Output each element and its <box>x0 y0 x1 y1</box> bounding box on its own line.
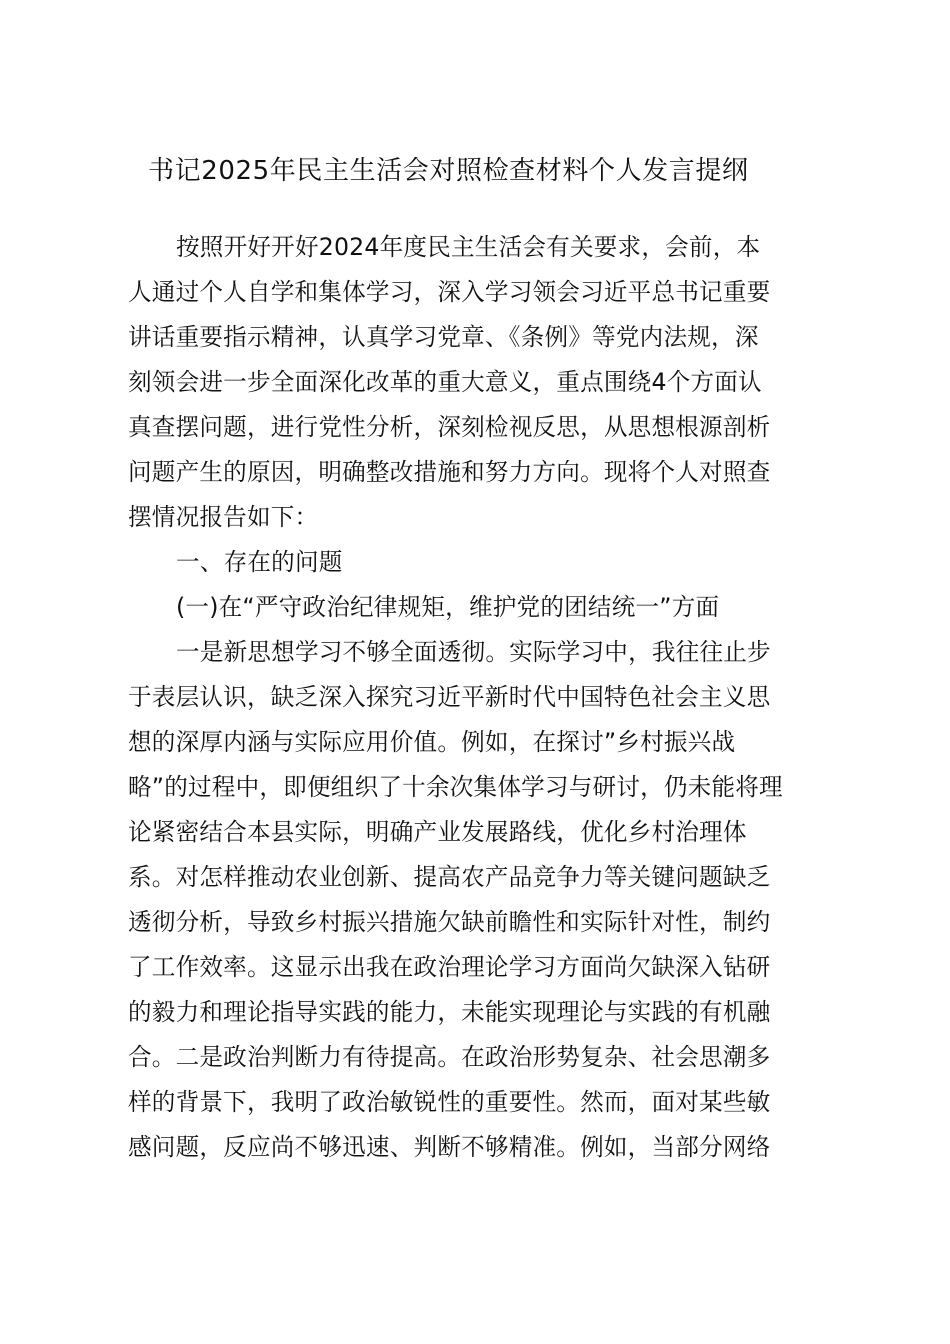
body-line-14: 论紧密结合本县实际，明确产业发展路线，优化乡村治理体 <box>128 818 747 846</box>
body-line-21: 感问题，反应尚不够迅速、判断不够精准。例如，当部分网络 <box>128 1133 771 1161</box>
body-line-12: 想的深厚内涵与实际应用价值。例如，在探讨”乡村振兴战 <box>128 728 736 756</box>
body-line-19: 合。二是政治判断力有待提高。在政治形势复杂、社会思潮多 <box>128 1043 771 1071</box>
body-line-4: 刻领会进一步全面深化改革的重大意义，重点围绕4个方面认 <box>128 368 762 396</box>
body-line-16: 透彻分析，导致乡村振兴措施欠缺前瞻性和实际针对性，制约 <box>128 908 771 936</box>
body-line-11: 于表层认识，缺乏深入探究习近平新时代中国特色社会主义思 <box>128 683 771 711</box>
body-line-3: 讲话重要指示精神，认真学习党章、《条例》等党内法规，深 <box>128 323 759 351</box>
body-line-17: 了工作效率。这显示出我在政治理论学习方面尚欠缺深入钻研 <box>128 953 771 981</box>
document-title: 书记2025年民主生活会对照检查材料个人发言提纲 <box>148 156 749 186</box>
body-line-2: 人通过个人自学和集体学习，深入学习领会习近平总书记重要 <box>128 278 771 306</box>
body-line-18: 的毅力和理论指导实践的能力，未能实现理论与实践的有机融 <box>128 998 771 1026</box>
body-line-15: 系。对怎样推动农业创新、提高农产品竞争力等关键问题缺乏 <box>128 863 771 891</box>
body-line-6: 问题产生的原因，明确整改措施和努力方向。现将个人对照查 <box>128 458 771 486</box>
body-line-7: 摆情况报告如下： <box>128 503 319 531</box>
body-line-1: 按照开好开好2024年度民主生活会有关要求，会前，本 <box>176 233 761 261</box>
body-line-5: 真查摆问题，进行党性分析，深刻检视反思，从思想根源剖析 <box>128 413 771 441</box>
body-line-10: 一是新思想学习不够全面透彻。实际学习中，我往往止步 <box>176 638 771 666</box>
body-line-20: 样的背景下，我明了政治敏锐性的重要性。然而，面对某些敏 <box>128 1088 771 1116</box>
subsection-heading: (一)在“严守政治纪律规矩，维护党的团结统一”方面 <box>176 593 720 621</box>
body-line-13: 略”的过程中，即便组织了十余次集体学习与研讨，仍未能将理 <box>128 773 783 801</box>
section-heading: 一、存在的问题 <box>176 548 343 576</box>
